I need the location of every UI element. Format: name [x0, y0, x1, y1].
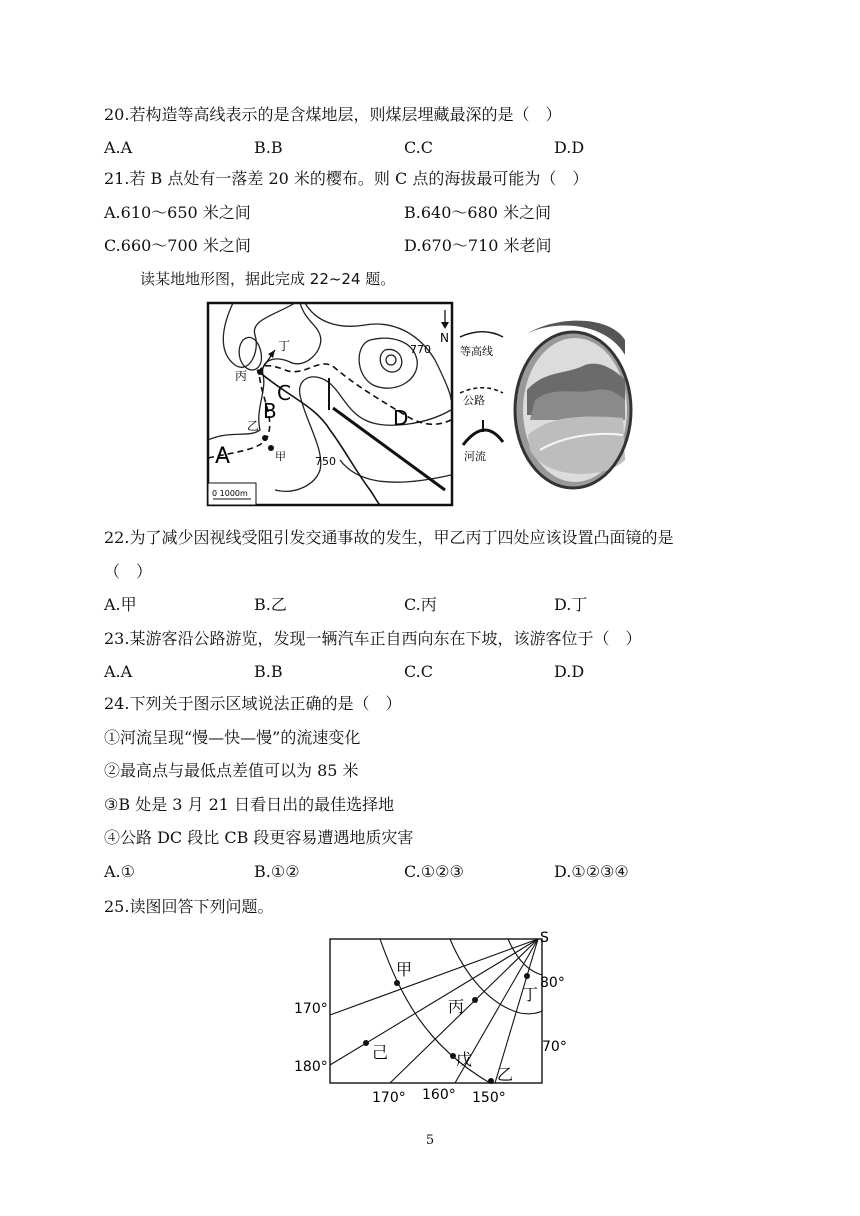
label-bing: 丙: [448, 997, 465, 1016]
q24-statement-3: ③B 处是 3 月 21 日看日出的最佳选择地: [104, 795, 395, 814]
graticule-frame: [330, 939, 542, 1083]
q20-stem: 20.若构造等高线表示的是含煤地层，则煤层埋藏最深的是（ ）: [104, 105, 562, 124]
legend-road-symbol: [460, 388, 503, 393]
q22-option-a: A.甲: [104, 595, 137, 614]
q21-stem: 21.若 B 点处有一落差 20 米的樱布。则 C 点的海拔最可能为（ ）: [104, 169, 589, 188]
label-s: S: [540, 930, 549, 946]
scale-label: 0 1000m: [212, 489, 248, 498]
label-c: C: [277, 381, 291, 405]
label-yi: 乙: [497, 1065, 514, 1084]
q21-option-b: B.640～680 米之间: [404, 203, 552, 222]
q22-option-d: D.丁: [554, 595, 588, 614]
q22-stem-line1: 22.为了减少因视线受阻引发交通事故的发生，甲乙丙丁四处应该设置凸面镜的是: [104, 528, 674, 547]
page-number: 5: [425, 1133, 435, 1148]
point-jia: [268, 445, 274, 451]
q24-option-b: B.①②: [254, 862, 300, 881]
q23-option-a: A.A: [104, 662, 133, 681]
point-yi: [262, 435, 268, 441]
q23-option-d: D.D: [554, 662, 585, 681]
label-lon170-bottom: 170°: [372, 1090, 406, 1106]
label-jia: 甲: [275, 450, 286, 463]
label-750: 750: [315, 455, 336, 468]
convex-mirror-image: [515, 321, 631, 488]
label-lon150: 150°: [472, 1090, 506, 1106]
q23-stem: 23.某游客沿公路游览，发现一辆汽车正自西向东在下坡，该游客位于（ ）: [104, 629, 642, 648]
label-jia: 甲: [396, 960, 413, 979]
label-ding: 丁: [522, 985, 539, 1004]
point-bing: [472, 997, 478, 1003]
label-bing: 丙: [235, 369, 248, 383]
label-lat70: 70°: [542, 1039, 567, 1055]
point-yi: [488, 1078, 494, 1084]
q22-stem-line2: （ ）: [104, 562, 153, 581]
q20-option-a: A.A: [104, 138, 133, 157]
label-d: D: [393, 406, 409, 430]
label-lon180: 180°: [294, 1059, 328, 1075]
label-b: B: [263, 399, 277, 423]
label-lat80: 80°: [540, 975, 565, 991]
section-intro: 读某地地形图，据此完成 22~24 题。: [140, 270, 396, 288]
graticule-figure: [290, 925, 580, 1110]
q24-option-a: A.①: [104, 862, 135, 881]
q24-option-d: D.①②③④: [554, 862, 629, 881]
point-bing: [257, 369, 263, 375]
q24-option-c: C.①②③: [404, 862, 464, 881]
topographic-map-figure: [205, 300, 645, 510]
legend-contour-symbol: [460, 332, 503, 337]
legend-river-label: 河流: [464, 450, 486, 463]
q22-option-b: B.乙: [254, 595, 287, 614]
point-ding: [524, 973, 530, 979]
label-wu: 戊: [456, 1050, 473, 1069]
q24-statement-4: ④公路 DC 段比 CB 段更容易遭遇地质灾害: [104, 828, 414, 847]
q20-option-d: D.D: [554, 138, 585, 157]
north-label: N: [440, 331, 449, 345]
q23-option-c: C.C: [404, 662, 433, 681]
legend-road-label: 公路: [463, 394, 485, 407]
label-lon170-left: 170°: [294, 1001, 328, 1017]
q21-option-a: A.610～650 米之间: [104, 203, 251, 222]
label-a: A: [215, 444, 231, 469]
q21-option-d: D.670～710 米老间: [404, 236, 552, 255]
label-lon160: 160°: [422, 1087, 456, 1103]
q22-option-c: C.丙: [404, 595, 437, 614]
q21-option-c: C.660～700 米之间: [104, 236, 251, 255]
point-ji: [363, 1040, 369, 1046]
legend-river-symbol: [463, 430, 503, 445]
label-770: 770: [410, 343, 431, 356]
q24-statement-2: ②最高点与最低点差值可以为 85 米: [104, 761, 359, 780]
label-yi: 乙: [247, 419, 260, 433]
q24-stem: 24.下列关于图示区域说法正确的是（ ）: [104, 694, 402, 713]
label-ji: 己: [372, 1043, 389, 1062]
q23-option-b: B.B: [254, 662, 283, 681]
q24-statement-1: ①河流呈现“慢—快—慢”的流速变化: [104, 728, 361, 747]
point-jia: [394, 980, 400, 986]
label-ding: 丁: [278, 339, 291, 353]
q25-stem: 25.读图回答下列问题。: [104, 897, 274, 916]
legend-contour-label: 等高线: [460, 345, 493, 358]
q20-option-c: C.C: [404, 138, 433, 157]
q20-option-b: B.B: [254, 138, 283, 157]
